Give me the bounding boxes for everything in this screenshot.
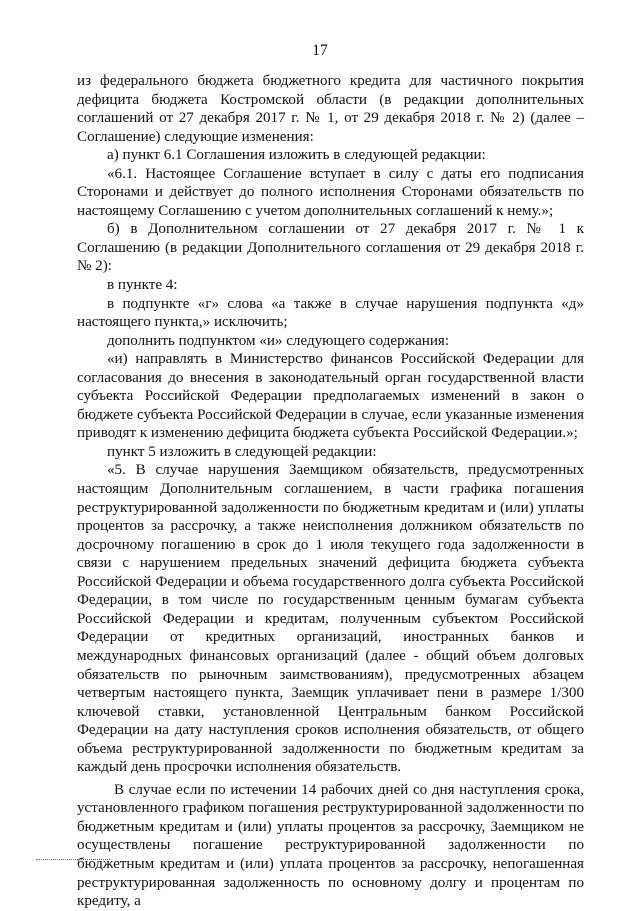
paragraph-clause-5-text: «5. В случае нарушения Заемщиком обязательств, предусмотренных настоящим Дополнительным соглашением, в части графика погашения реструктурированной задолженности по бюджетным кредитам и (или) уплаты процентов за рассрочку, а также неисполнения должником обязательств по досрочному погашению в срок до 1 июля текущего года задолженности в связи с нарушением предельных значений дефицита бюджета субъекта Российской Федерации и объема государственного долга субъекта Российской Федерации, в том числе по государственным ценным бумагам субъекта Российской Федерации и кредитам, полученным субъектом Российской Федерации от кредитных организаций, иностранных банков и международных финансовых организаций (далее - общий объем долговых обязательств по рыночным заимствованиям), предусмотренных абзацем четвертым настоящего пункта, Заемщик уплачивает пени в размере 1/300 ключевой ставки, установленной Центральным банком Российской Федерации на дату наступления сроков исполнения обязательств, от общего объема реструктурированной задолженности по бюджетным кредитам за каждый день просрочки исполнения обязательств. xyxy=(77,462,584,776)
paragraph-add-subclause-i: дополнить подпунктом «и» следующего содержания: xyxy=(107,332,450,349)
page-number: 17 xyxy=(312,42,328,59)
document-body xyxy=(77,72,584,911)
paragraph-intro: из федерального бюджета бюджетного кредита для частичного покрытия дефицита бюджета Костромской области (в редакции дополнительных соглашений от 27 декабря 2017 г. № 1, от 29 декабря 2018 г. № 2) (далее – Соглашение) следующие изменения: xyxy=(77,73,584,145)
paragraph-in-clause-4: в пункте 4: xyxy=(107,277,178,294)
paragraph-overdue-case: В случае если по истечении 14 рабочих дней со дня наступления срока, установленного графиком погашения реструктурированной задолженности по бюджетным кредитам и (или) уплаты процентов за рассрочку, Заемщиком не осуществлены погашение реструктурированной задолженности по бюджетным кредитам и (или) уплата процентов за рассрочку, непогашенная реструктурированная задолженность по основному долгу и процентам по кредиту, а xyxy=(77,781,584,910)
paragraph-clause-5-intro: пункт 5 изложить в следующей редакции: xyxy=(107,443,377,460)
paragraph-clause-6-1: «6.1. Настоящее Соглашение вступает в силу с даты его подписания Сторонами и действует до полного исполнения Сторонами обязательств по настоящему Соглашению с учетом дополнительных соглашений к нему.»; xyxy=(77,165,584,219)
paragraph-subclause-g: в подпункте «г» слова «а также в случае нарушения подпункта «д» настоящего пункта,» исключить; xyxy=(77,295,584,331)
paragraph-item-b: б) в Дополнительном соглашении от 27 декабря 2017 г. № 1 к Соглашению (в редакции Дополнительного соглашения от 29 декабря 2018 г. № 2): xyxy=(77,221,584,275)
footnote-separator xyxy=(36,859,110,860)
paragraph-subclause-i-text: «и) направлять в Министерство финансов Российской Федерации для согласования до внесения в законодательный орган государственной власти субъекта Российской Федерации предполагаемых изменений в закон о бюджете субъекта Российской Федерации в случае, если указанные изменения приводят к изменению дефицита бюджета субъекта Российской Федерации.»; xyxy=(77,351,584,442)
paragraph-item-a: а) пункт 6.1 Соглашения изложить в следующей редакции: xyxy=(107,147,486,164)
